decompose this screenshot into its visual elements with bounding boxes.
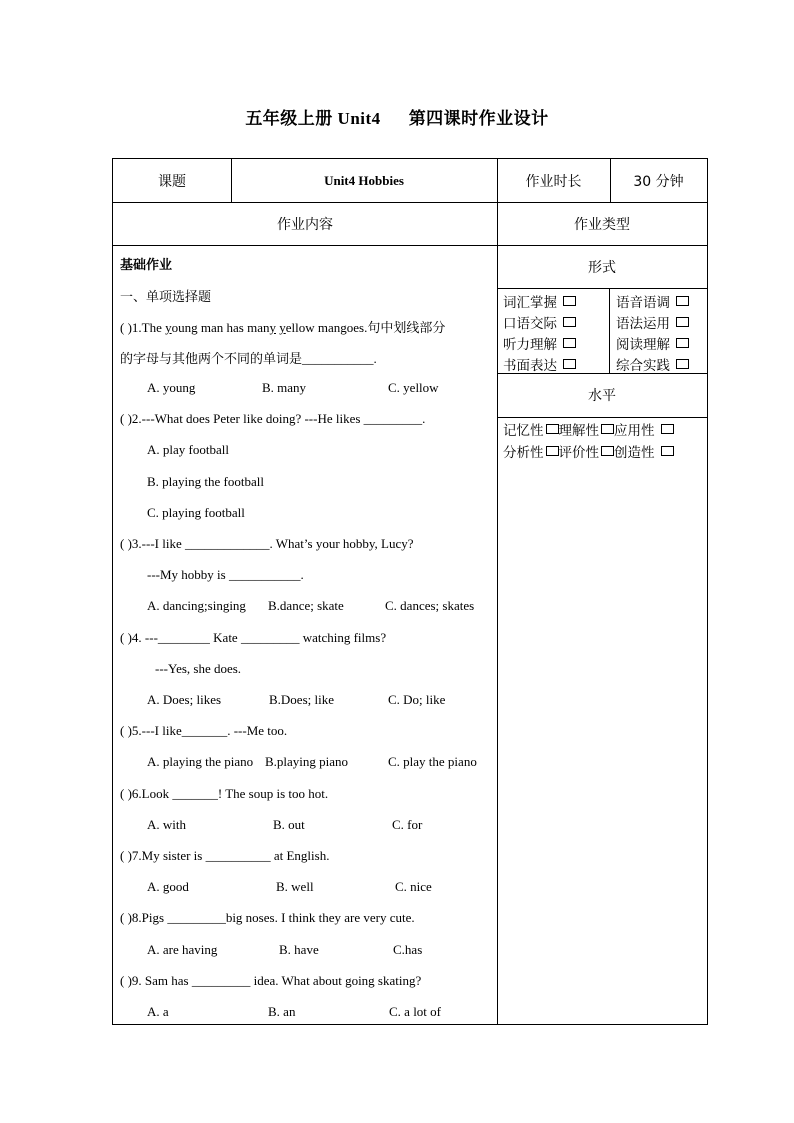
checkbox[interactable]: [661, 424, 674, 434]
question-3: ( )3.---I like _____________. What’s your hobby, Lucy?: [120, 536, 414, 551]
section-heading: 基础作业: [120, 258, 173, 273]
checkbox[interactable]: [546, 446, 559, 456]
question-3-line2: ---My hobby is ___________.: [147, 567, 304, 582]
form-item: 听力理解: [503, 333, 576, 353]
question-2-option-b: B. playing the football: [147, 474, 264, 489]
col-divider: [497, 159, 498, 1024]
checkbox[interactable]: [601, 446, 614, 456]
question-7-options: A. good B. well C. nice: [147, 879, 432, 894]
homework-table: [112, 158, 708, 1025]
level-label: 水平: [588, 388, 616, 404]
level-checklist: [503, 419, 707, 463]
duration-value: 30 分钟: [633, 173, 684, 190]
row-divider: [498, 417, 707, 418]
checkbox[interactable]: [676, 338, 689, 348]
form-item: 书面表达: [503, 354, 576, 374]
question-1: ( )1.The young man has many yellow mangoes.句中划线部分: [120, 320, 446, 335]
checkbox[interactable]: [563, 296, 576, 306]
question-8: ( )8.Pigs _________big noses. I think they are very cute.: [120, 910, 415, 925]
question-2-option-a: A. play football: [147, 442, 229, 457]
checkbox[interactable]: [676, 317, 689, 327]
question-7: ( )7.My sister is __________ at English.: [120, 848, 330, 863]
topic-value: Unit4 Hobbies: [324, 172, 404, 188]
form-item: 词汇掌握: [503, 291, 576, 311]
form-item: 口语交际: [503, 312, 576, 332]
checkbox[interactable]: [563, 317, 576, 327]
form-item: 语法运用: [616, 312, 689, 332]
part-heading: 一、单项选择题: [120, 290, 212, 305]
question-4-options: A. Does; likes B.Does; like C. Do; like: [147, 692, 446, 707]
title-part-b: 第四课时作业设计: [408, 109, 549, 128]
question-6-options: A. with B. out C. for: [147, 817, 423, 832]
page-title: [0, 104, 794, 129]
content-label: 作业内容: [277, 216, 333, 233]
question-2-option-c: C. playing football: [147, 505, 245, 520]
level-row: 记忆性 理解性 应用性: [503, 419, 674, 439]
question-9-options: A. a B. an C. a lot of: [147, 1004, 441, 1019]
form-checklist: [503, 289, 707, 373]
form-item: 语音语调: [616, 291, 689, 311]
question-2: ( )2.---What does Peter like doing? ---He likes _________.: [120, 411, 426, 426]
checkbox[interactable]: [676, 296, 689, 306]
question-8-options: A. are having B. have C.has: [147, 942, 423, 957]
topic-label: 课题: [158, 173, 186, 190]
checkbox[interactable]: [661, 446, 674, 456]
title-part-a: 五年级上册 Unit4: [245, 109, 381, 128]
type-label: 作业类型: [574, 216, 630, 233]
duration-label: 作业时长: [525, 173, 582, 190]
checkbox[interactable]: [601, 424, 614, 434]
checkbox[interactable]: [563, 359, 576, 369]
question-4: ( )4. ---________ Kate _________ watching films?: [120, 630, 387, 645]
form-label: 形式: [588, 259, 616, 276]
question-3-options: A. dancing;singing B.dance; skate C. dances; skates: [147, 598, 475, 613]
question-1-options: A. young B. many C. yellow: [147, 380, 439, 395]
form-item: 阅读理解: [616, 333, 689, 353]
question-1-line2: 的字母与其他两个不同的单词是___________.: [120, 351, 377, 366]
checkbox[interactable]: [546, 424, 559, 434]
form-item: 综合实践: [616, 354, 689, 374]
question-5-options: A. playing the piano B.playing piano C. play the piano: [147, 754, 477, 769]
checkbox[interactable]: [676, 359, 689, 369]
checkbox[interactable]: [563, 338, 576, 348]
level-row: 分析性 评价性 创造性: [503, 441, 674, 461]
question-4-line2: ---Yes, she does.: [155, 661, 242, 676]
question-9: ( )9. Sam has _________ idea. What about going skating?: [120, 973, 422, 988]
question-6: ( )6.Look _______! The soup is too hot.: [120, 786, 329, 801]
question-5: ( )5.---I like_______. ---Me too.: [120, 723, 288, 738]
